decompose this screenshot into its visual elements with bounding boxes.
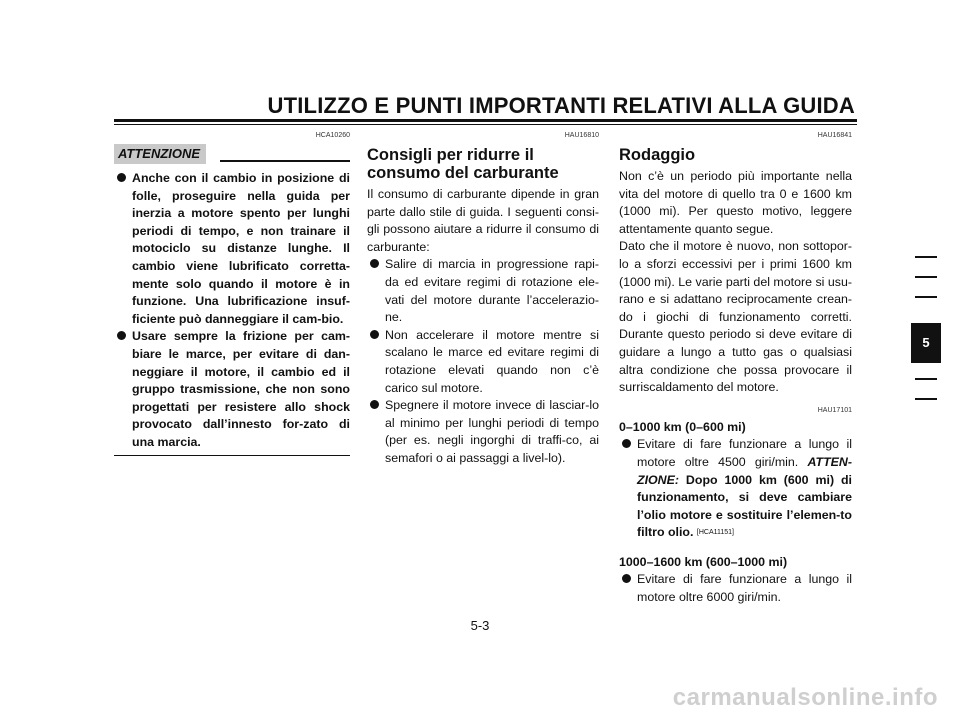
break-in-item: Evitare di fare funzionare a lungo il motore oltre 6000 giri/min. <box>619 571 852 606</box>
break-in-list-2 <box>619 571 852 606</box>
header-rule <box>114 119 857 122</box>
tip-item: Salire di marcia in progressione rapi-da ed evitare regimi di rotazione ele-vati del motore durante l’accelerazio-ne. <box>367 256 599 326</box>
warning-header <box>114 144 350 166</box>
side-tick <box>915 296 937 298</box>
bullet-icon <box>622 439 631 448</box>
warning-list <box>114 170 350 452</box>
section-code: HAU16810 <box>564 132 599 139</box>
warning-item: Usare sempre la frizione per cam-biare le marce, per evitare di dan-neggiare il motore, il cambio ed il gruppo trasmissione, che non sono progettati per resistere allo shock provocato dall’innesto for-zato di una marcia. <box>114 328 350 451</box>
paragraph: Non c’è un periodo più importante nella vita del motore di quello tra 0 e 1600 km (1000 mi). Per questo motivo, leggere attentamente quanto segue. <box>619 169 852 236</box>
paragraph: Dato che il motore è nuovo, non sottopor-lo a sforzi eccessivi per i primi 1600 km (1000 mi). Le varie parti del motore si usu-rano e si adattano reciprocamente crean-do i giochi di funzionamento corretti. Durante questo periodo si deve evitare di guidare a lungo a tutto gas o qualsiasi altra condizione che possa provocare il surriscaldamento del motore. <box>619 239 852 395</box>
tips-list <box>367 256 599 467</box>
section-title: Rodaggio <box>619 146 696 164</box>
page-number: 5-3 <box>470 618 490 633</box>
side-tick <box>915 256 937 258</box>
bullet-icon <box>622 574 631 583</box>
column-warning <box>114 128 350 456</box>
side-tick <box>915 378 937 380</box>
warning-item: Anche con il cambio in posizione di folle, proseguire nella guida per inerzia a motore spento per lunghi periodi di tempo, e non trainare il motociclo su distanze lunghe. Il cambio viene lubrificato corretta-mente solo quando il motore è in funzione. Una lubrificazione insuf-ficiente può danneggiare il cam-bio. <box>114 170 350 328</box>
caution-label: ATTEN-ZIONE: <box>637 454 852 487</box>
tip-item: Non accelerare il motore mentre si scalano le marce ed evitare regimi di rotazione elevati quando non c’è carico sul motore. <box>367 327 599 397</box>
bullet-icon <box>370 400 379 409</box>
column-break-in <box>619 128 852 607</box>
bullet-icon <box>370 330 379 339</box>
page-title: UTILIZZO E PUNTI IMPORTANTI RELATIVI ALLA GUIDA <box>267 93 855 118</box>
warning-bottom-rule <box>114 455 350 457</box>
warning-label: ATTENZIONE <box>114 144 206 164</box>
side-tick <box>915 276 937 278</box>
section-title: Consigli per ridurre il consumo del carburante <box>367 146 559 182</box>
intro-paragraph: Il consumo di carburante dipende in gran parte dallo stile di guida. I seguenti consi-gli possono aiutare a ridurre il consumo di carburante: <box>367 187 599 254</box>
break-in-item: Evitare di fare funzionare a lungo il motore oltre 4500 giri/min. ATTEN-ZIONE: Dopo 1000 km (600 mi) di funzionamento, si deve cambiare l’olio motore e sostituire l’elemen-to filtro olio. [HCA11151] <box>619 436 852 542</box>
reference-code: [HCA11151] <box>696 529 734 537</box>
subsection-heading: 0–1000 km (0–600 mi) <box>619 419 746 434</box>
bullet-icon <box>117 331 126 340</box>
column-fuel-tips <box>367 128 599 468</box>
break-in-list-1 <box>619 436 852 542</box>
watermark: carmanualsonline.info <box>672 684 938 711</box>
section-code: HAU17101 <box>817 406 852 414</box>
chapter-tab: 5 <box>911 323 941 363</box>
bullet-icon <box>117 173 126 182</box>
subsection-heading: 1000–1600 km (600–1000 mi) <box>619 554 788 569</box>
header-rule-thin <box>114 124 857 125</box>
warning-rule <box>220 160 350 162</box>
section-code: HAU16841 <box>817 132 852 139</box>
side-tick <box>915 398 937 400</box>
tip-item: Spegnere il motore invece di lasciar-lo al minimo per lunghi periodi di tempo (per es. negli ingorghi di traffi-co, ai semafori o ai passaggi a livel-lo). <box>367 397 599 467</box>
section-code: HCA10260 <box>315 132 350 139</box>
bullet-icon <box>370 259 379 268</box>
